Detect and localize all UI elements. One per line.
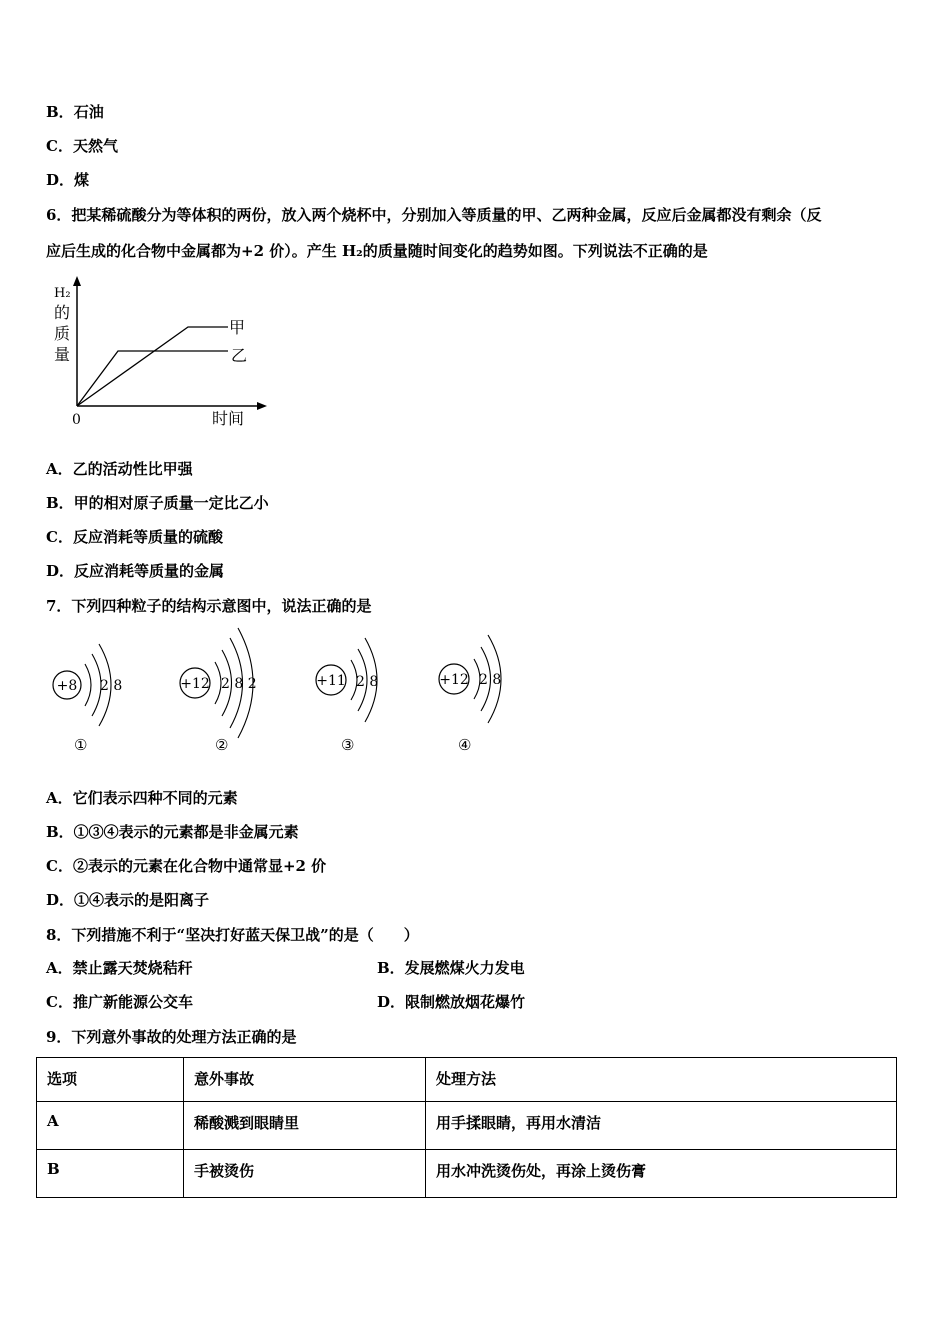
q5-option-b — [46, 102, 104, 122]
nucleus-charge: +8 — [56, 678, 78, 694]
table-cell: B — [37, 1150, 184, 1198]
particle-label: ④ — [458, 736, 472, 754]
table-row — [37, 1102, 897, 1150]
option-text: 煤 — [74, 171, 90, 189]
table-cell: 用手揉眼睛，再用水清洁 — [426, 1102, 897, 1150]
q6-option-b: B．甲的相对原子质量一定比乙小 — [46, 494, 269, 512]
shell-electrons: 2 8 — [479, 672, 502, 688]
origin-label: 0 — [72, 412, 81, 428]
particle-3-diagram — [316, 638, 378, 754]
option-key: C． — [46, 137, 73, 155]
q8-option-c: C．推广新能源公交车 — [46, 993, 193, 1011]
table-cell: 手被烫伤 — [184, 1150, 426, 1198]
shell-electrons: 2 8 — [100, 678, 123, 694]
particle-label: ② — [215, 736, 229, 754]
y-label-h2: H₂ — [54, 286, 71, 301]
q8-option-a: A．禁止露天焚烧秸秆 — [46, 959, 193, 977]
nucleus-charge: +12 — [439, 672, 469, 688]
particle-1-diagram — [53, 644, 122, 754]
y-label-char: 量 — [54, 345, 71, 364]
q9-stem: 9．下列意外事故的处理方法正确的是 — [46, 1028, 297, 1046]
x-axis-arrow — [257, 402, 267, 410]
y-label-char: 的 — [54, 303, 71, 322]
table-header-row — [37, 1058, 897, 1102]
q5-option-c — [46, 136, 118, 156]
nucleus-charge: +11 — [316, 673, 346, 689]
x-label: 时间 — [212, 409, 245, 428]
q8-option-d: D．限制燃放烟花爆竹 — [377, 993, 526, 1011]
q7-option-a: A．它们表示四种不同的元素 — [46, 789, 238, 807]
option-text: 石油 — [73, 103, 104, 121]
header-cell: 选项 — [37, 1058, 184, 1102]
q6-stem-line2: 应后生成的化合物中金属都为+2 价）。产生 H₂的质量随时间变化的趋势如图。下列说法不正确的是 — [46, 242, 708, 260]
series-jia-line — [77, 327, 228, 406]
series-yi-label: 乙 — [231, 346, 248, 365]
h2-mass-time-graph — [40, 273, 280, 433]
series-yi-line — [77, 351, 228, 406]
q7-option-c: C．②表示的元素在化合物中通常显+2 价 — [46, 857, 327, 875]
q6-option-c: C．反应消耗等质量的硫酸 — [46, 528, 223, 546]
series-jia-label: 甲 — [229, 318, 246, 337]
particle-label: ① — [74, 736, 88, 754]
electron-shell-arc — [85, 664, 91, 706]
q8-option-b: B．发展燃煤火力发电 — [377, 959, 525, 977]
shell-electrons: 2 8 2 — [221, 676, 257, 692]
header-cell: 处理方法 — [426, 1058, 897, 1102]
option-key: D． — [46, 171, 75, 189]
y-axis-arrow — [73, 276, 81, 286]
q7-option-d: D．①④表示的是阳离子 — [46, 891, 210, 909]
q6-option-d: D．反应消耗等质量的金属 — [46, 562, 225, 580]
q7-stem: 7．下列四种粒子的结构示意图中，说法正确的是 — [46, 597, 372, 615]
table-row — [37, 1150, 897, 1198]
particle-label: ③ — [341, 736, 355, 754]
q8-stem: 8．下列措施不利于“坚决打好蓝天保卫战”的是（ ） — [46, 926, 419, 944]
q5-option-d — [46, 170, 89, 190]
particle-structure-diagrams — [40, 622, 540, 762]
accident-handling-table — [36, 1057, 897, 1198]
option-text: 天然气 — [72, 137, 118, 155]
y-label-char: 质 — [54, 324, 71, 343]
table-cell: A — [37, 1102, 184, 1150]
q6-stem-line1: 6．把某稀硫酸分为等体积的两份，放入两个烧杯中，分别加入等质量的甲、乙两种金属，反应后金属都没有剩余（反 — [46, 206, 822, 224]
table-cell: 稀酸溅到眼睛里 — [184, 1102, 426, 1150]
nucleus-charge: +12 — [180, 676, 210, 692]
q7-option-b: B．①③④表示的元素都是非金属元素 — [46, 823, 299, 841]
particle-2-diagram — [180, 628, 257, 754]
shell-electrons: 2 8 — [356, 674, 379, 690]
particle-4-diagram — [439, 635, 501, 754]
header-cell: 意外事故 — [184, 1058, 426, 1102]
q6-option-a: A．乙的活动性比甲强 — [46, 460, 193, 478]
option-key: B． — [46, 103, 74, 121]
table-cell: 用水冲洗烫伤处，再涂上烫伤膏 — [426, 1150, 897, 1198]
